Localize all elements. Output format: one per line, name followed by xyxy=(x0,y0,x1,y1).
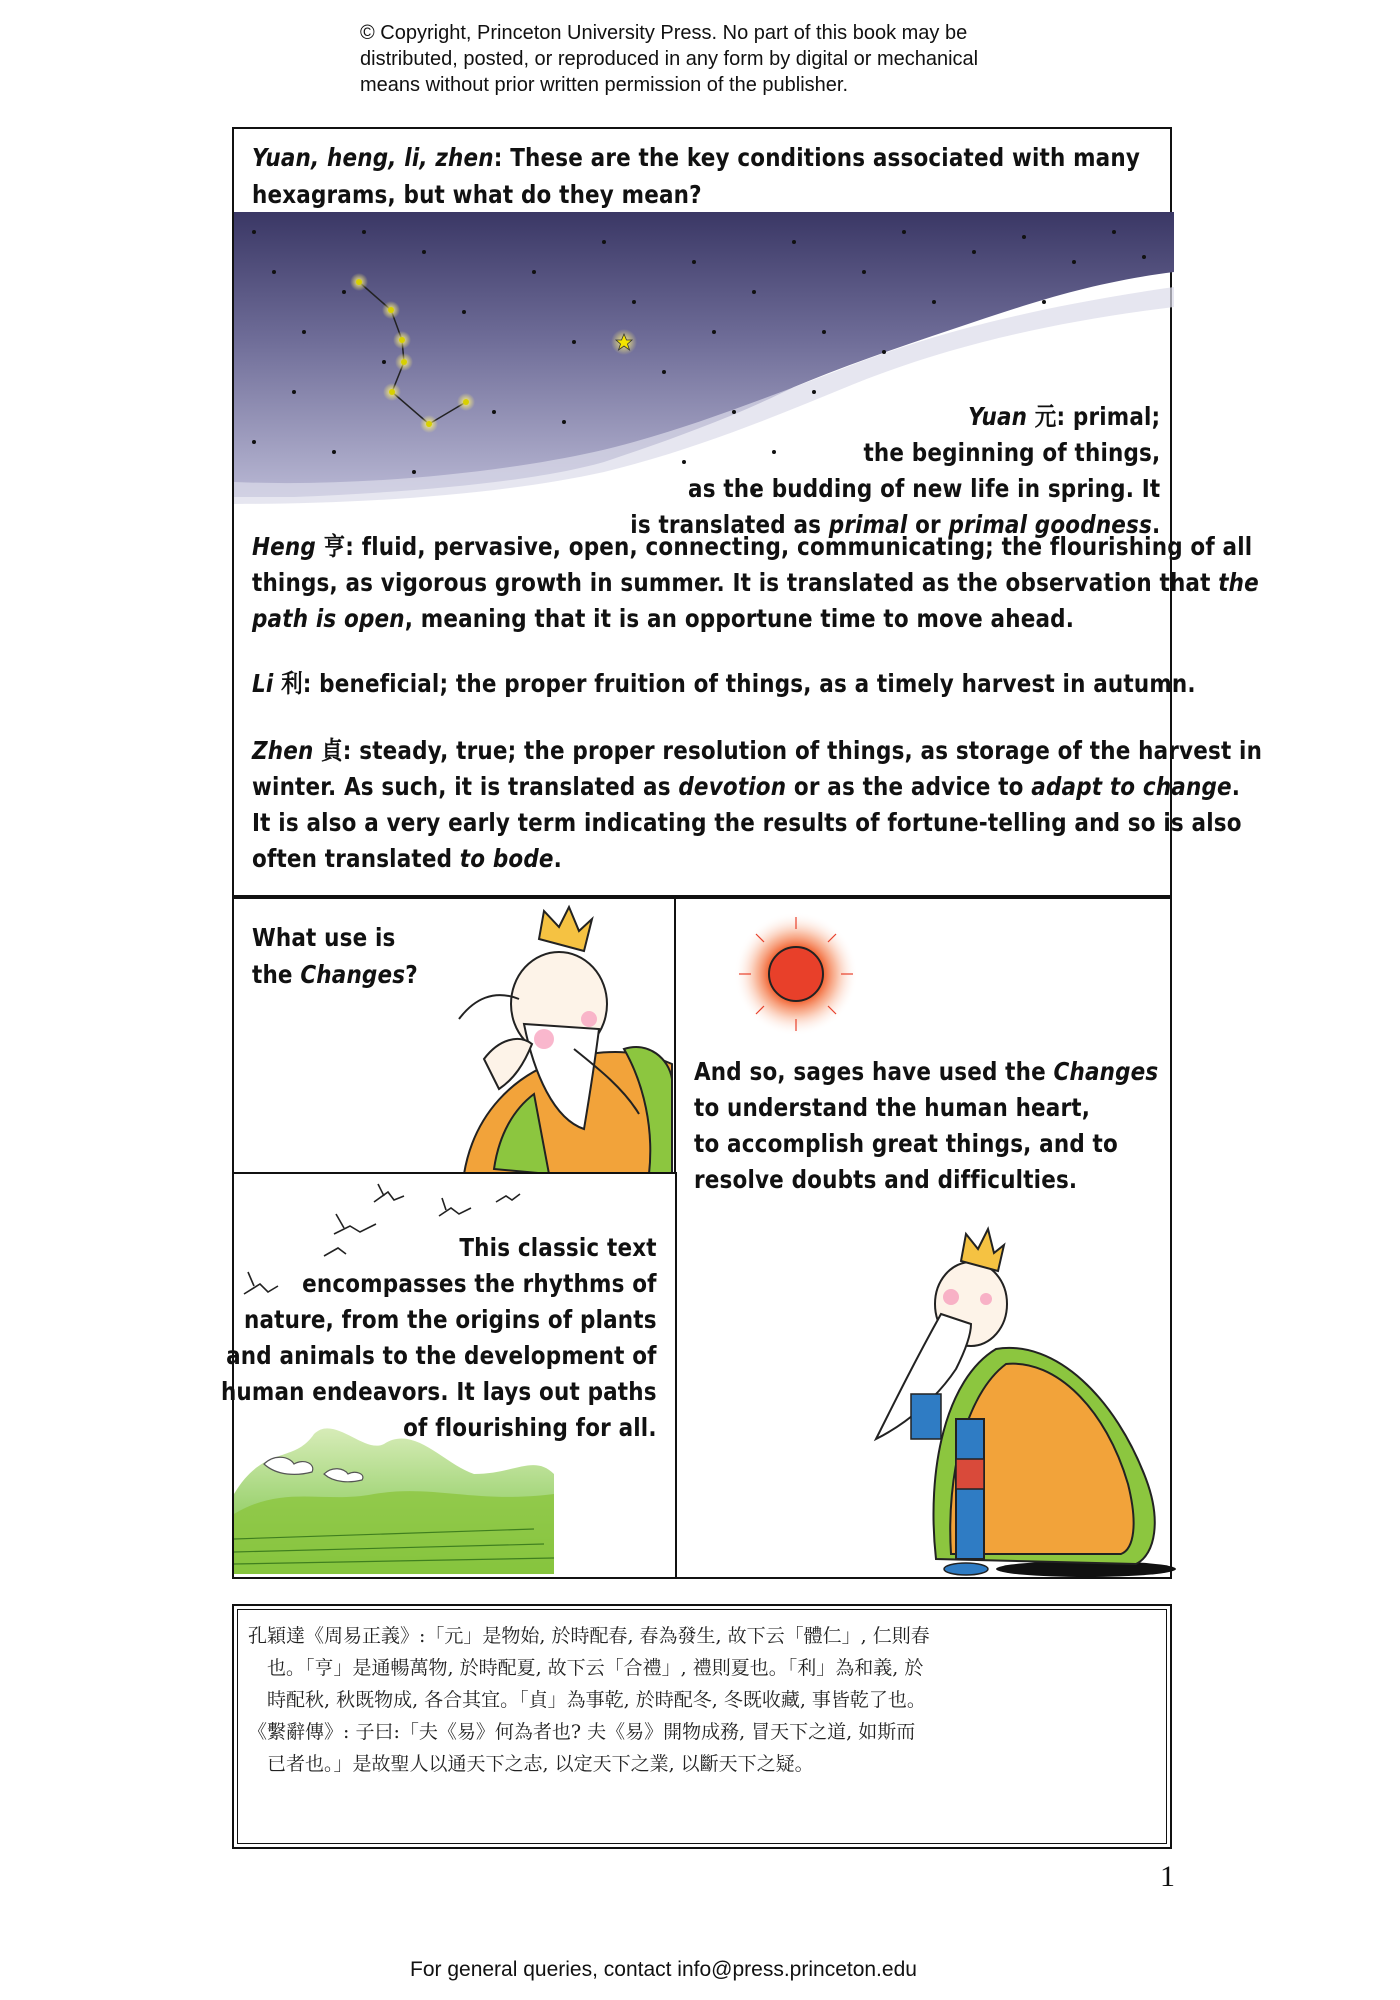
question-line: What use is xyxy=(252,923,396,952)
zhen-line: : steady, true; the proper resolution of things, as storage of the harvest in xyxy=(342,736,1263,765)
zhen-line: . xyxy=(553,844,563,873)
sage-standing-illustration xyxy=(856,1209,1166,1579)
source-notes-inner xyxy=(237,1609,1167,1844)
yuan-line: . xyxy=(1151,510,1160,539)
heng-line: things, as vigorous growth in summer. It is translated as the observation that xyxy=(252,568,1219,597)
zhen-char: 貞 xyxy=(321,736,343,765)
classic-text xyxy=(221,1230,657,1446)
zhen-line: It is also a very early term indicating the results of fortune-telling and so is also xyxy=(252,808,1242,837)
heng-em: the xyxy=(1218,568,1259,597)
sage-thinking-illustration xyxy=(424,899,674,1174)
heng-em: path is open xyxy=(252,604,405,633)
sages-text xyxy=(694,1054,1158,1198)
intro-line: hexagrams, but what do they mean? xyxy=(252,180,702,209)
heng-term: Heng xyxy=(252,532,316,561)
zhen-definition xyxy=(252,733,1262,877)
copyright-line: distributed, posted, or reproduced in any form by digital or mechanical xyxy=(360,48,979,70)
copyright-notice xyxy=(360,20,1120,98)
yuan-definition xyxy=(630,399,1160,543)
classic-line: human endeavors. It lays out paths xyxy=(221,1377,657,1406)
intro-text xyxy=(252,139,1140,213)
zhen-line: winter. As such, it is translated as xyxy=(252,772,679,801)
zhen-line: . xyxy=(1231,772,1241,801)
zhen-em: adapt to change xyxy=(1031,772,1232,801)
copyright-line: means without prior written permission of the publisher. xyxy=(360,74,849,96)
sages-line: to accomplish great things, and to xyxy=(694,1129,1118,1158)
yuan-term: Yuan xyxy=(967,402,1027,431)
what-use-question xyxy=(252,919,418,993)
heng-line: , meaning that it is an opportune time to move ahead. xyxy=(404,604,1075,633)
li-definition xyxy=(252,666,1196,702)
sages-line: And so, sages have used the xyxy=(694,1057,1054,1086)
source-notes-box xyxy=(232,1604,1172,1849)
sages-line: resolve doubts and difficulties. xyxy=(694,1165,1078,1194)
notes-line: 孔穎達《周易正義》:「元」是物始, 於時配春, 春為發生, 故下云「體仁」, 仁則春 xyxy=(248,1625,930,1647)
yuan-line: as the budding of new life in spring. It xyxy=(687,474,1160,503)
yuan-line: the beginning of things, xyxy=(863,438,1160,467)
contact-footer: For general queries, contact info@press.princeton.edu xyxy=(410,1958,917,1981)
yuan-em: primal xyxy=(828,510,908,539)
zhen-line: or as the advice to xyxy=(786,772,1032,801)
source-notes-text xyxy=(248,1620,930,1780)
li-line: : beneficial; the proper fruition of things, as a timely harvest in autumn. xyxy=(302,669,1196,698)
classic-line: nature, from the origins of plants xyxy=(244,1305,657,1334)
li-char: 利 xyxy=(281,669,303,698)
what-use-panel xyxy=(232,897,677,1175)
notes-line: 《繫辭傳》: 子曰:「夫《易》何為者也? 夫《易》開物成務, 冒天下之道, 如斯而 xyxy=(248,1721,916,1743)
definitions-panel xyxy=(232,127,1263,897)
zhen-line: often translated xyxy=(252,844,460,873)
zhen-term: Zhen xyxy=(252,736,314,765)
li-term: Li xyxy=(252,669,274,698)
classic-text-panel xyxy=(221,1172,677,1579)
page-number: 1 xyxy=(1160,1860,1175,1893)
yuan-line: or xyxy=(907,510,949,539)
question-em: Changes xyxy=(300,960,406,989)
classic-line: encompasses the rhythms of xyxy=(302,1269,657,1298)
notes-line: 時配秋, 秋既物成, 各合其宜。「貞」為事乾, 於時配冬, 冬既收藏, 事皆乾了也。 xyxy=(248,1689,926,1711)
classic-line: This classic text xyxy=(459,1233,657,1262)
copyright-line: © Copyright, Princeton University Press. No part of this book may be xyxy=(360,22,968,44)
heng-line: : fluid, pervasive, open, connecting, communicating; the flourishing of all xyxy=(345,532,1253,561)
question-line: the xyxy=(252,960,301,989)
classic-line: and animals to the development of xyxy=(226,1341,657,1370)
heng-definition xyxy=(252,529,1259,637)
classic-line: of flourishing for all. xyxy=(403,1413,657,1442)
intro-terms: Yuan, heng, li, zhen xyxy=(252,143,494,172)
sages-em: Changes xyxy=(1053,1057,1159,1086)
yuan-line: : primal; xyxy=(1056,402,1160,431)
notes-line: 已者也。」是故聖人以通天下之志, 以定天下之業, 以斷天下之疑。 xyxy=(248,1753,814,1775)
question-line: ? xyxy=(405,960,418,989)
yuan-line: is translated as xyxy=(629,510,829,539)
yuan-em: primal goodness xyxy=(948,510,1152,539)
yuan-char: 元 xyxy=(1034,402,1057,431)
sages-line: to understand the human heart, xyxy=(694,1093,1091,1122)
zhen-em: devotion xyxy=(678,772,787,801)
sages-panel xyxy=(674,897,1172,1579)
intro-line: : These are the key conditions associated with many xyxy=(493,143,1141,172)
heng-char: 亨 xyxy=(323,532,346,561)
notes-line: 也。「亨」是通暢萬物, 於時配夏, 故下云「合禮」, 禮則夏也。「利」為和義, 於 xyxy=(248,1657,924,1679)
sun-icon xyxy=(731,909,861,1039)
zhen-em: to bode xyxy=(459,844,554,873)
